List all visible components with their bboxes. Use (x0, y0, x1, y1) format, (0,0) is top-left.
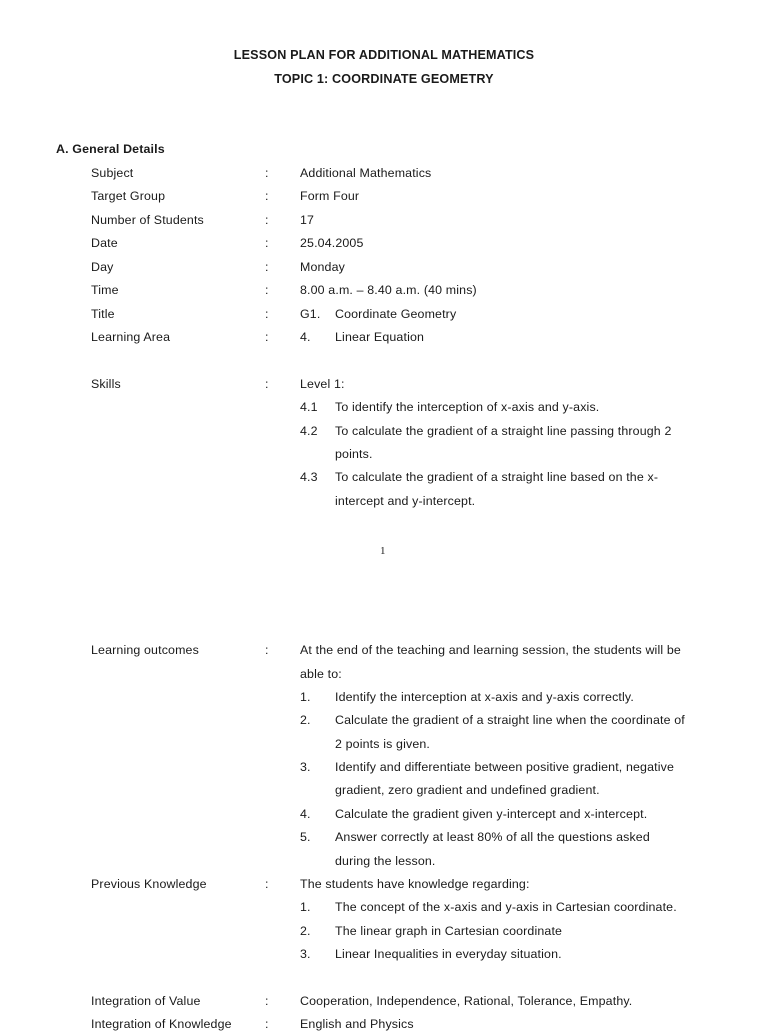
title-value: Coordinate Geometry (335, 307, 457, 321)
knowledge-number: 3. (300, 947, 311, 961)
integration-value-text: Cooperation, Independence, Rational, Tolerance, Empathy. (300, 994, 633, 1008)
knowledge-text: The concept of the x-axis and y-axis in Cartesian coordinate. (335, 900, 677, 914)
learning-area-number: 4. (300, 330, 311, 344)
date-value: 25.04.2005 (300, 236, 364, 250)
outcome-number: 3. (300, 760, 311, 774)
colon: : (265, 260, 269, 274)
day-label: Day (91, 260, 114, 274)
knowledge-number: 1. (300, 900, 311, 914)
section-heading: A. General Details (56, 142, 165, 156)
colon: : (265, 189, 269, 203)
colon: : (265, 377, 269, 391)
previous-knowledge-intro: The students have knowledge regarding: (300, 877, 530, 891)
learning-outcomes-intro: able to: (300, 667, 342, 681)
integration-value-label: Integration of Value (91, 994, 201, 1008)
outcome-number: 4. (300, 807, 311, 821)
knowledge-number: 2. (300, 924, 311, 938)
outcome-text: Identify and differentiate between positive gradient, negative (335, 760, 675, 774)
skill-number: 4.2 (300, 424, 318, 438)
outcome-text: Identify the interception at x-axis and y-axis correctly. (335, 690, 634, 704)
number-of-students-value: 17 (300, 213, 315, 227)
outcome-number: 1. (300, 690, 311, 704)
colon: : (265, 1017, 269, 1031)
colon: : (265, 877, 269, 891)
learning-outcomes-label: Learning outcomes (91, 643, 199, 657)
previous-knowledge-label: Previous Knowledge (91, 877, 207, 891)
subject-value: Additional Mathematics (300, 166, 432, 180)
outcome-text: Answer correctly at least 80% of all the questions asked (335, 830, 650, 844)
skill-number: 4.1 (300, 400, 318, 414)
skill-text: To identify the interception of x-axis and y-axis. (335, 400, 600, 414)
outcome-text: Calculate the gradient given y-intercept and x-intercept. (335, 807, 648, 821)
subject-label: Subject (91, 166, 134, 180)
skills-label: Skills (91, 377, 121, 391)
colon: : (265, 283, 269, 297)
day-value: Monday (300, 260, 345, 274)
colon: : (265, 643, 269, 657)
outcome-text: during the lesson. (335, 854, 436, 868)
page-number: 1 (380, 545, 386, 557)
outcome-number: 2. (300, 713, 311, 727)
time-label: Time (91, 283, 119, 297)
skill-text: points. (335, 447, 373, 461)
target-group-value: Form Four (300, 189, 360, 203)
learning-area-value: Linear Equation (335, 330, 425, 344)
document-title: LESSON PLAN FOR ADDITIONAL MATHEMATICS (233, 48, 535, 62)
colon: : (265, 166, 269, 180)
date-label: Date (91, 236, 118, 250)
colon: : (265, 994, 269, 1008)
skill-text: To calculate the gradient of a straight line based on the x- (335, 470, 659, 484)
integration-knowledge-label: Integration of Knowledge (91, 1017, 232, 1031)
colon: : (265, 236, 269, 250)
colon: : (265, 213, 269, 227)
outcome-text: gradient, zero gradient and undefined gradient. (335, 783, 600, 797)
time-value: 8.00 a.m. – 8.40 a.m. (40 mins) (300, 283, 477, 297)
knowledge-text: The linear graph in Cartesian coordinate (335, 924, 563, 938)
document-topic: TOPIC 1: COORDINATE GEOMETRY (274, 72, 494, 86)
number-of-students-label: Number of Students (91, 213, 204, 227)
skill-text: To calculate the gradient of a straight line passing through 2 (335, 424, 672, 438)
colon: : (265, 330, 269, 344)
colon: : (265, 307, 269, 321)
learning-outcomes-intro: At the end of the teaching and learning session, the students will be (300, 643, 681, 657)
skill-number: 4.3 (300, 470, 318, 484)
target-group-label: Target Group (91, 189, 166, 203)
skill-text: intercept and y-intercept. (335, 494, 476, 508)
skills-level: Level 1: (300, 377, 345, 391)
title-label: Title (91, 307, 115, 321)
outcome-number: 5. (300, 830, 311, 844)
knowledge-text: Linear Inequalities in everyday situation. (335, 947, 562, 961)
outcome-text: 2 points is given. (335, 737, 430, 751)
outcome-text: Calculate the gradient of a straight line when the coordinate of (335, 713, 685, 727)
title-number: G1. (300, 307, 321, 321)
learning-area-label: Learning Area (91, 330, 171, 344)
integration-knowledge-text: English and Physics (300, 1017, 414, 1031)
